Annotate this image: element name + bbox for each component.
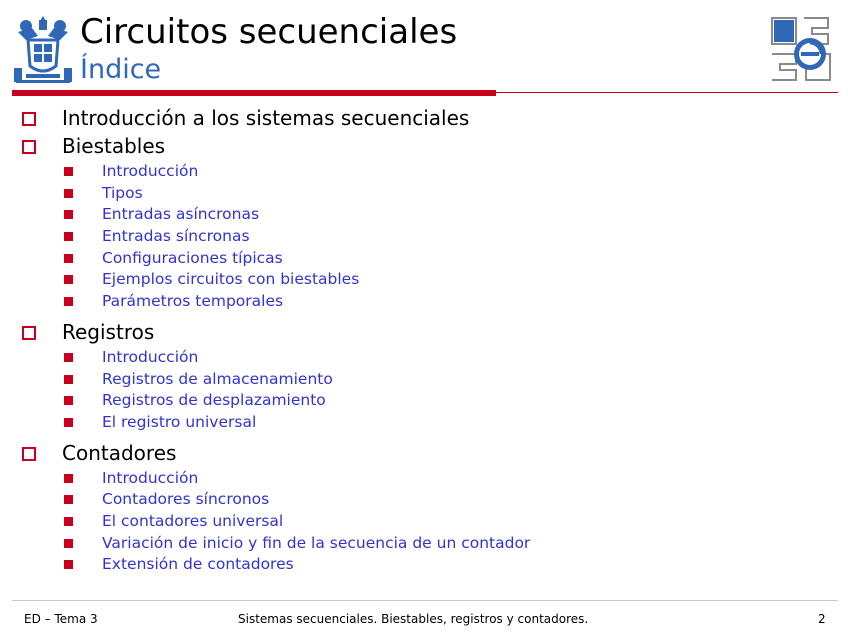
square-bullet-icon bbox=[64, 167, 73, 176]
item-label: Introducción bbox=[102, 162, 199, 180]
item-label: Tipos bbox=[102, 183, 143, 202]
list-item bbox=[0, 511, 848, 533]
item-label: Introducción bbox=[102, 347, 199, 366]
section-items bbox=[0, 161, 848, 313]
list-item bbox=[0, 226, 848, 248]
item-label: Extensión de contadores bbox=[102, 555, 294, 574]
section-heading bbox=[0, 319, 848, 347]
section-label: Registros bbox=[62, 319, 155, 344]
item-label: El contadores universal bbox=[102, 511, 284, 530]
page-title: Circuitos secuenciales bbox=[80, 12, 458, 52]
outline-section bbox=[0, 319, 848, 440]
section-heading bbox=[0, 105, 848, 133]
square-bullet-icon bbox=[64, 418, 73, 427]
square-bullet-icon bbox=[64, 560, 73, 569]
square-bullet-icon bbox=[64, 539, 73, 548]
item-label: Registros de desplazamiento bbox=[102, 391, 326, 410]
list-item bbox=[0, 412, 848, 434]
square-bullet-icon bbox=[64, 353, 73, 362]
footer-course: ED – Tema 3 bbox=[24, 612, 98, 626]
outline-section bbox=[0, 440, 848, 576]
hollow-square-bullet-icon bbox=[22, 112, 36, 126]
square-bullet-icon bbox=[64, 275, 73, 284]
outline-section bbox=[0, 105, 848, 133]
section-heading bbox=[0, 133, 848, 161]
page-subtitle: Índice bbox=[80, 54, 162, 85]
item-label: Variación de inicio y fin de la secuencia de un contador bbox=[102, 533, 531, 552]
item-label: El registro universal bbox=[102, 412, 257, 431]
list-item bbox=[0, 554, 848, 576]
item-label: Entradas síncronas bbox=[102, 227, 250, 246]
square-bullet-icon bbox=[64, 396, 73, 405]
section-label: Biestables bbox=[62, 134, 166, 158]
item-label: Configuraciones típicas bbox=[102, 248, 283, 267]
hollow-square-bullet-icon bbox=[22, 140, 36, 154]
list-item bbox=[0, 248, 848, 270]
item-label: Contadores síncronos bbox=[102, 490, 270, 509]
hollow-square-bullet-icon bbox=[22, 447, 36, 461]
square-bullet-icon bbox=[64, 474, 73, 483]
section-label: Introducción a los sistemas secuenciales bbox=[62, 106, 470, 130]
list-item bbox=[0, 347, 848, 369]
list-item bbox=[0, 183, 848, 205]
section-heading bbox=[0, 440, 848, 468]
square-bullet-icon bbox=[64, 495, 73, 504]
hollow-square-bullet-icon bbox=[22, 326, 36, 340]
list-item bbox=[0, 468, 848, 490]
page-number: 2 bbox=[818, 612, 826, 626]
square-bullet-icon bbox=[64, 232, 73, 241]
outline bbox=[0, 105, 848, 576]
item-label: Entradas asíncronas bbox=[102, 205, 260, 224]
square-bullet-icon bbox=[64, 375, 73, 384]
list-item bbox=[0, 533, 848, 555]
item-label: Registros de almacenamiento bbox=[102, 369, 333, 388]
square-bullet-icon bbox=[64, 254, 73, 263]
list-item bbox=[0, 204, 848, 226]
university-crest-icon bbox=[12, 14, 74, 84]
footer-divider bbox=[12, 600, 838, 601]
list-item bbox=[0, 161, 848, 183]
header-accent-bar bbox=[12, 90, 496, 96]
square-bullet-icon bbox=[64, 189, 73, 198]
list-item bbox=[0, 369, 848, 391]
item-label: Ejemplos circuitos con biestables bbox=[102, 270, 360, 289]
school-e-logo-icon bbox=[768, 14, 834, 84]
section-items bbox=[0, 468, 848, 576]
list-item bbox=[0, 269, 848, 291]
square-bullet-icon bbox=[64, 297, 73, 306]
square-bullet-icon bbox=[64, 210, 73, 219]
section-label: Contadores bbox=[62, 440, 177, 465]
list-item bbox=[0, 489, 848, 511]
footer-topic: Sistemas secuenciales. Biestables, registros y contadores. bbox=[238, 612, 589, 626]
square-bullet-icon bbox=[64, 517, 73, 526]
item-label: Introducción bbox=[102, 468, 199, 487]
outline-section bbox=[0, 133, 848, 319]
item-label: Parámetros temporales bbox=[102, 292, 284, 311]
section-items bbox=[0, 347, 848, 434]
list-item bbox=[0, 390, 848, 412]
list-item bbox=[0, 291, 848, 313]
